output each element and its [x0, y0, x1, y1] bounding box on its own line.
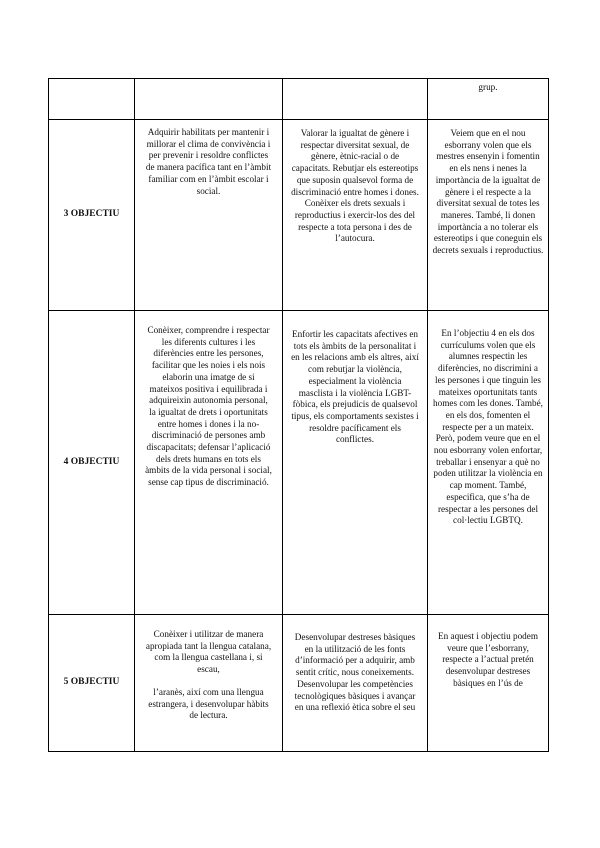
- row-label-cell: [49, 311, 135, 615]
- cell-text: l’aranès, així com una llengua estrangera, i desenvolupar hàbits de lectura.: [148, 686, 269, 721]
- draft-cell: [283, 615, 428, 752]
- cell-text: Desenvolupar destreses bàsiques en la utilització de les fonts d’informació per a adquirir, amb sentit crític, nous coneixements. Desenvolupar les competències tecnològiques bàsiques i avançar en una reflexió ètica sobre el seu: [294, 632, 416, 713]
- table-row: [49, 311, 549, 615]
- cell-text: Valorar la igualtat de gènere i respectar diversitat sexual, de gènere, ètnic-racial o de capacitats. Rebutjar els estereotips que suposin qualsevol forma de discriminació entre homes i dones. Conèixer els drets sexuals i reproductius i exercir-los des del respecte a tota persona i des de l’autocura.: [291, 128, 419, 244]
- row-label: 4 OBJECTIU: [63, 456, 120, 467]
- table-row: [49, 79, 549, 120]
- cell-text: grup.: [478, 82, 498, 92]
- draft-cell: [283, 311, 428, 615]
- cell-text: Veiem que en el nou esborrany volen que els mestres ensenyin i fomentin en els nens i nenes la importància de la igualtat de gènere i el respecte a la diversitat sexual de totes les maneres. També, li donen importància a no tolerar els estereotips i que coneguin els decrets sexuals i reproductius.: [432, 128, 544, 256]
- comparison-cell: [428, 615, 549, 752]
- row-label-cell: [49, 120, 135, 311]
- comparison-cell: [428, 120, 549, 311]
- comparison-cell: [428, 311, 549, 615]
- comparison-cell: [428, 79, 549, 120]
- draft-cell: [283, 120, 428, 311]
- cell-text: Enfortir les capacitats afectives en tots els àmbits de la personalitat i en les relacions amb els altres, així com rebutjar la violència, especialment la violència masclista i la violència LGBT-fòbica, els prejudicis de qualsevol tipus, els comportaments sexistes i resoldre pacíficament els conflictes.: [291, 329, 419, 445]
- objective-cell: [135, 79, 283, 120]
- objective-cell: [135, 615, 283, 752]
- table-row: [49, 615, 549, 752]
- objective-cell: [135, 120, 283, 311]
- draft-cell: [283, 79, 428, 120]
- objective-cell: [135, 311, 283, 615]
- cell-text: En l’objectiu 4 en els dos currículums volen que els alumnes respectin les diferències, no discrimini a les persones i que tinguin les mateixes oportunitats tants homes com les dones. També, en els dos, fomenten el respecte per a un mateix. Però, podem veure que en el nou esborrany volen enfortar, treballar i ensenyar a què no poden utilitzar la violència en cap moment. També, especifica, que s’ha de respectar a les persones del col·lectiu LGBTQ.: [433, 328, 543, 526]
- cell-text: En aquest i objectiu podem veure que l’esborrany, respecte a l’actual pretén desenvolupar destreses bàsiques en l’ús de: [437, 631, 539, 688]
- table-row: [49, 120, 549, 311]
- cell-text: Adquirir habilitats per mantenir i millorar el clima de convivència i per prevenir i resoldre conflictes de manera pacífica tant en l’àmbit familiar com en l’àmbit escolar i social.: [145, 127, 272, 196]
- objectives-comparison-table: [48, 78, 549, 752]
- cell-text: Conèixer i utilitzar de manera apropiada tant la llengua catalana, com la llengua castellana i, si escau,: [145, 629, 272, 675]
- row-label: 3 OBJECTIU: [63, 209, 120, 220]
- row-label: 5 OBJECTIU: [63, 677, 120, 688]
- row-label-cell: [49, 615, 135, 752]
- cell-text: Conèixer, comprendre i respectar les diferents cultures i les diferències entre les persones, facilitar que les noies i els nois elaborin una imatge de si mateixos positiva i equilibrada i adquireixin autonomia personal, la igualtat de drets i oportunitats entre homes i dones i la no-discriminació de persones amb discapacitats; defensar l’aplicació dels drets humans en tots els àmbits de la vida personal i social, sense cap tipus de discriminació.: [145, 325, 272, 488]
- row-label-cell: [49, 79, 135, 120]
